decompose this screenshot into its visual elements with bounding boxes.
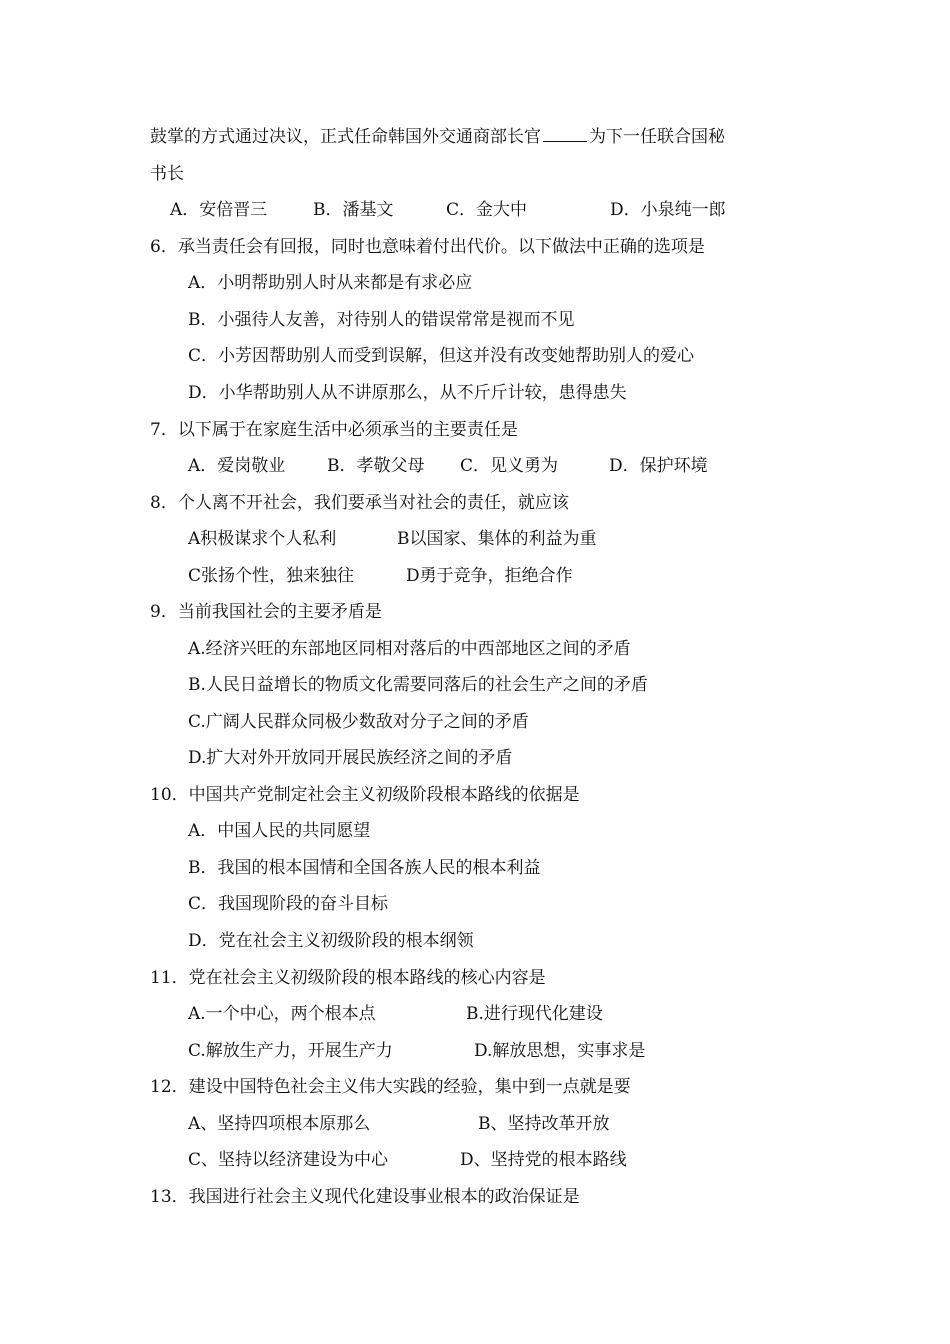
q11-options-row2 [0, 1040, 950, 1062]
q5-option-d: D．小泉纯一郎 [610, 200, 726, 220]
q5-stem-line2: 书长 [150, 164, 184, 184]
q7-options [0, 455, 950, 477]
q10-option-a: A．中国人民的共同愿望 [188, 821, 371, 841]
q6-stem: 6．承当责任会有回报，同时也意味着付出代价。以下做法中正确的选项是 [150, 237, 705, 257]
q12-stem: 12．建设中国特色社会主义伟大实践的经验，集中到一点就是要 [150, 1077, 631, 1097]
q9-option-c: C.广阔人民群众同极少数敌对分子之间的矛盾 [188, 712, 529, 732]
q6-option-b: B．小强待人友善，对待别人的错误常常是视而不见 [188, 310, 575, 330]
q10-option-c: C．我国现阶段的奋斗目标 [188, 894, 389, 914]
q11-option-a: A.一个中心，两个根本点 [188, 1004, 376, 1024]
q6-option-a: A．小明帮助别人时从来都是有求必应 [188, 273, 473, 293]
q9-stem: 9．当前我国社会的主要矛盾是 [150, 602, 382, 622]
q8-stem: 8．个人离不开社会，我们要承当对社会的责任，就应该 [150, 493, 569, 513]
q11-options-row1 [0, 1003, 950, 1025]
q12-options-row2 [0, 1149, 950, 1171]
q12-option-a: A、坚持四项根本原那么 [188, 1114, 371, 1134]
q7-option-c: C．见义勇为 [460, 456, 559, 476]
q7-option-a: A．爱岗敬业 [188, 456, 286, 476]
q8-option-d: D勇于竞争，拒绝合作 [406, 566, 573, 586]
q8-options-row1 [0, 528, 950, 550]
q6-option-d: D．小华帮助别人从不讲原那么，从不斤斤计较，患得患失 [188, 383, 627, 403]
q7-option-d: D．保护环境 [609, 456, 708, 476]
q8-option-a: A积极谋求个人私利 [188, 529, 337, 549]
q5-option-c: C．金大中 [446, 200, 528, 220]
q8-option-b: B以国家、集体的利益为重 [397, 529, 597, 549]
q8-option-c: C张扬个性，独来独往 [188, 566, 355, 586]
q5-option-b: B．潘基文 [313, 200, 394, 220]
q12-option-c: C、坚持以经济建设为中心 [188, 1150, 389, 1170]
q5-stem-line1 [150, 126, 725, 148]
q9-option-a: A.经济兴旺的东部地区同相对落后的中西部地区之间的矛盾 [188, 639, 631, 659]
q7-stem: 7．以下属于在家庭生活中必须承当的主要责任是 [150, 420, 518, 440]
q10-stem: 10．中国共产党制定社会主义初级阶段根本路线的依据是 [150, 785, 580, 805]
q11-stem: 11．党在社会主义初级阶段的根本路线的核心内容是 [150, 968, 546, 988]
q6-option-c: C．小芳因帮助别人而受到误解，但这并没有改变她帮助别人的爱心 [188, 346, 695, 366]
q5-stem-after-blank: 为下一任联合国秘 [589, 127, 725, 147]
answer-blank [543, 126, 587, 142]
q13-stem: 13．我国进行社会主义现代化建设事业根本的政治保证是 [150, 1187, 580, 1207]
q11-option-c: C.解放生产力，开展生产力 [188, 1041, 393, 1061]
q11-option-b: B.进行现代化建设 [466, 1004, 603, 1024]
q5-options [0, 199, 950, 221]
q9-option-b: B.人民日益增长的物质文化需要同落后的社会生产之间的矛盾 [188, 675, 648, 695]
q11-option-d: D.解放思想，实事求是 [474, 1041, 646, 1061]
q9-option-d: D.扩大对外开放同开展民族经济之间的矛盾 [188, 748, 513, 768]
q10-option-b: B．我国的根本国情和全国各族人民的根本利益 [188, 858, 541, 878]
q10-option-d: D．党在社会主义初级阶段的根本纲领 [188, 931, 474, 951]
q12-option-b: B、坚持改革开放 [478, 1114, 610, 1134]
q12-option-d: D、坚持党的根本路线 [460, 1150, 627, 1170]
q8-options-row2 [0, 565, 950, 587]
q5-stem-before-blank: 鼓掌的方式通过决议，正式任命韩国外交通商部长官 [150, 127, 541, 147]
q7-option-b: B．孝敬父母 [327, 456, 425, 476]
q5-option-a: A．安倍晋三 [170, 200, 268, 220]
q12-options-row1 [0, 1113, 950, 1135]
